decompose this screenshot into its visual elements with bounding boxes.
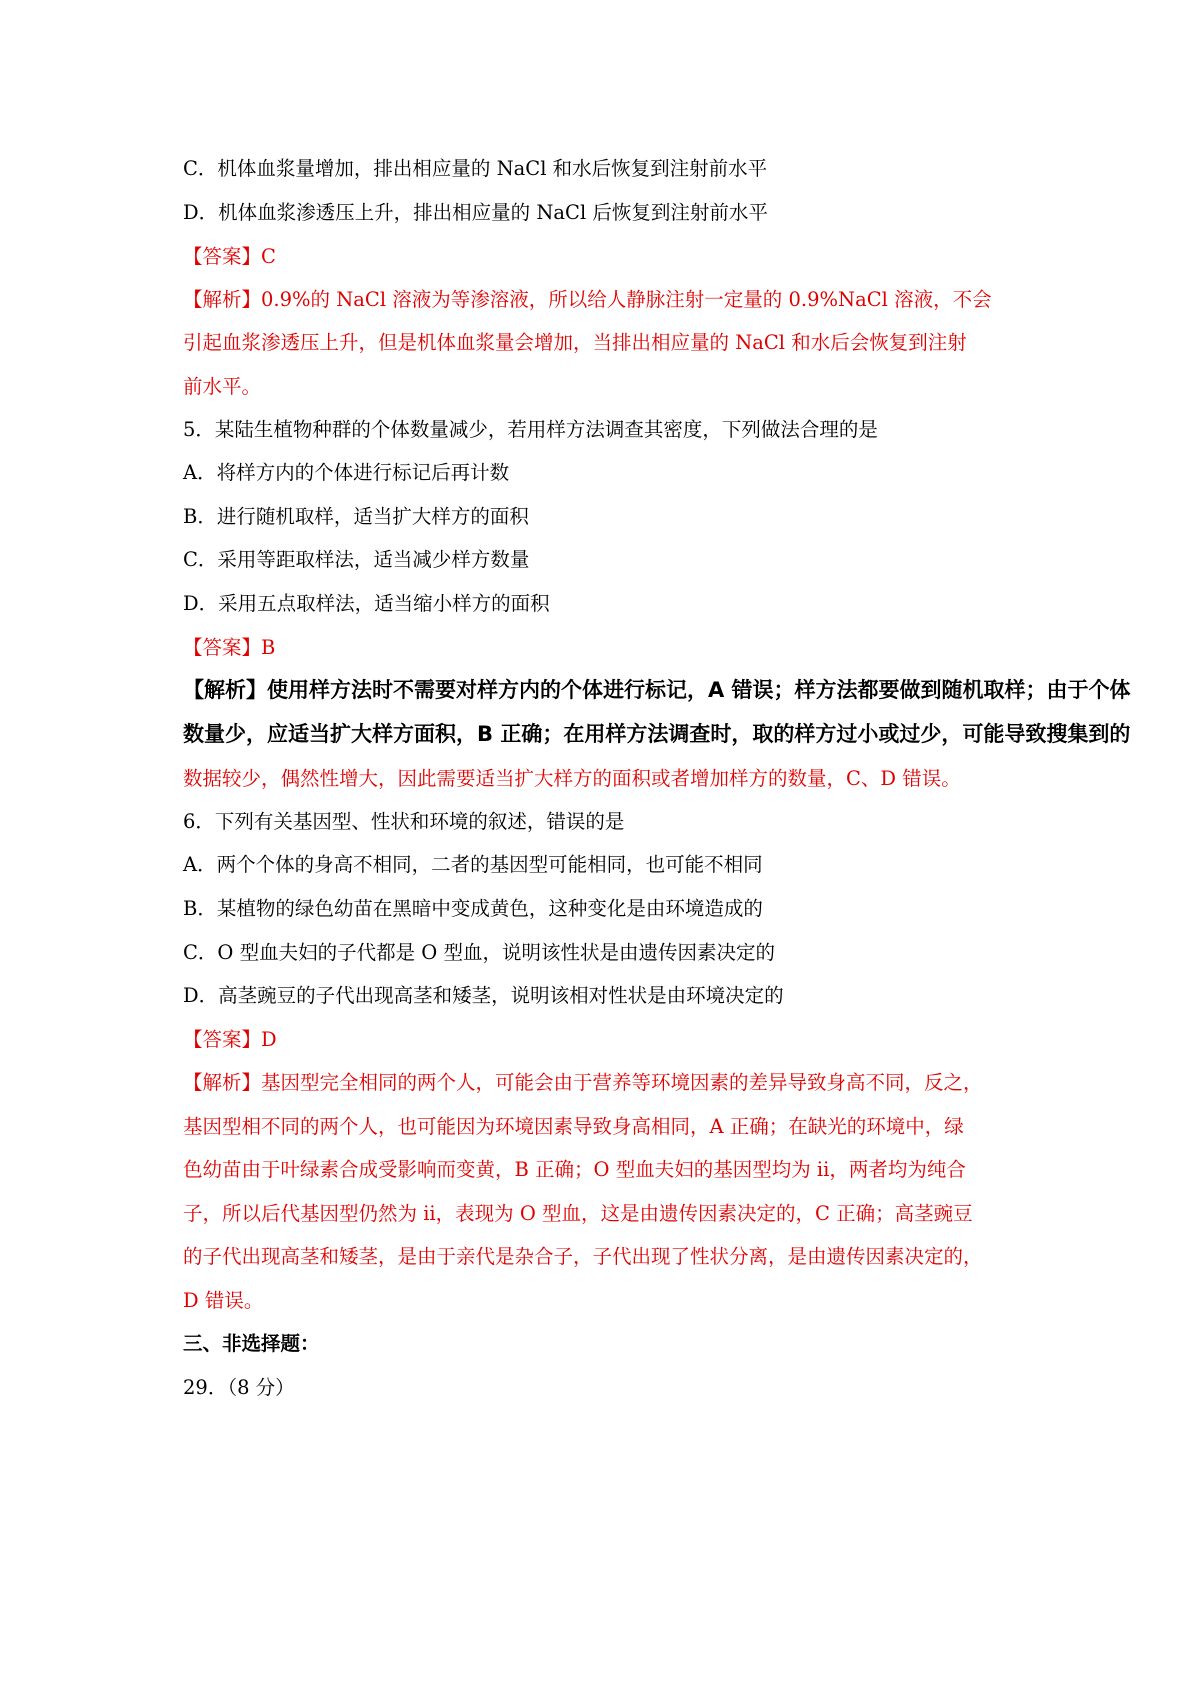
- q5-answer: 【答案】B: [183, 636, 276, 659]
- q6-option-d: D．高茎豌豆的子代出现高茎和矮茎，说明该相对性状是由环境决定的: [183, 984, 784, 1007]
- q4-analysis-line-2: 引起血浆渗透压上升，但是机体血浆量会增加，当排出相应量的 NaCl 和水后会恢复到注射: [183, 331, 967, 354]
- q6-option-a: A．两个个体的身高不相同，二者的基因型可能相同，也可能不相同: [183, 853, 763, 876]
- q5-option-d: D．采用五点取样法，适当缩小样方的面积: [183, 592, 550, 615]
- q6-answer: 【答案】D: [183, 1028, 277, 1051]
- q5-option-c: C．采用等距取样法，适当减少样方数量: [183, 548, 530, 571]
- q29-header: 29．（8 分）: [183, 1376, 295, 1399]
- q6-option-b: B．某植物的绿色幼苗在黑暗中变成黄色，这种变化是由环境造成的: [183, 897, 763, 920]
- q5-question: 5．某陆生植物种群的个体数量减少，若用样方法调查其密度，下列做法合理的是: [183, 418, 878, 441]
- q5-option-a: A．将样方内的个体进行标记后再计数: [183, 461, 510, 484]
- q5-analysis-line-1: 【解析】使用样方法时不需要对样方内的个体进行标记，A 错误；样方法都要做到随机取样；由于个体: [183, 678, 1131, 702]
- q4-answer: 【答案】C: [183, 245, 276, 268]
- q4-option-c: C．机体血浆量增加，排出相应量的 NaCl 和水后恢复到注射前水平: [183, 157, 768, 180]
- q4-analysis-line-1: 【解析】0.9%的 NaCl 溶液为等渗溶液，所以给人静脉注射一定量的 0.9%NaCl 溶液，不会: [183, 288, 992, 311]
- q6-question: 6．下列有关基因型、性状和环境的叙述，错误的是: [183, 810, 625, 833]
- q4-analysis-line-3: 前水平。: [183, 375, 262, 398]
- q6-analysis-line-4: 子，所以后代基因型仍然为 ii，表现为 O 型血，这是由遗传因素决定的，C 正确；高茎豌豆: [183, 1202, 973, 1225]
- section-heading: 三、非选择题：: [183, 1332, 320, 1355]
- q6-analysis-line-6: D 错误。: [183, 1289, 264, 1312]
- q5-analysis-line-2: 数量少，应适当扩大样方面积，B 正确；在用样方法调查时，取的样方过小或过少，可能导致搜集到的: [183, 722, 1131, 746]
- q5-analysis-line-3: 数据较少，偶然性增大，因此需要适当扩大样方的面积或者增加样方的数量，C、D 错误。: [183, 767, 961, 790]
- q6-analysis-line-3: 色幼苗由于叶绿素合成受影响而变黄，B 正确；O 型血夫妇的基因型均为 ii，两者均为纯合: [183, 1158, 966, 1181]
- q6-analysis-line-5: 的子代出现高茎和矮茎，是由于亲代是杂合子，子代出现了性状分离，是由遗传因素决定的，: [183, 1245, 983, 1268]
- q6-analysis-line-2: 基因型相不同的两个人，也可能因为环境因素导致身高相同，A 正确；在缺光的环境中，绿: [183, 1115, 964, 1138]
- q4-option-d: D．机体血浆渗透压上升，排出相应量的 NaCl 后恢复到注射前水平: [183, 201, 768, 224]
- q6-analysis-line-1: 【解析】基因型完全相同的两个人，可能会由于营养等环境因素的差异导致身高不同，反之，: [183, 1071, 983, 1094]
- q6-option-c: C．O 型血夫妇的子代都是 O 型血，说明该性状是由遗传因素决定的: [183, 941, 775, 964]
- q5-option-b: B．进行随机取样，适当扩大样方的面积: [183, 505, 529, 528]
